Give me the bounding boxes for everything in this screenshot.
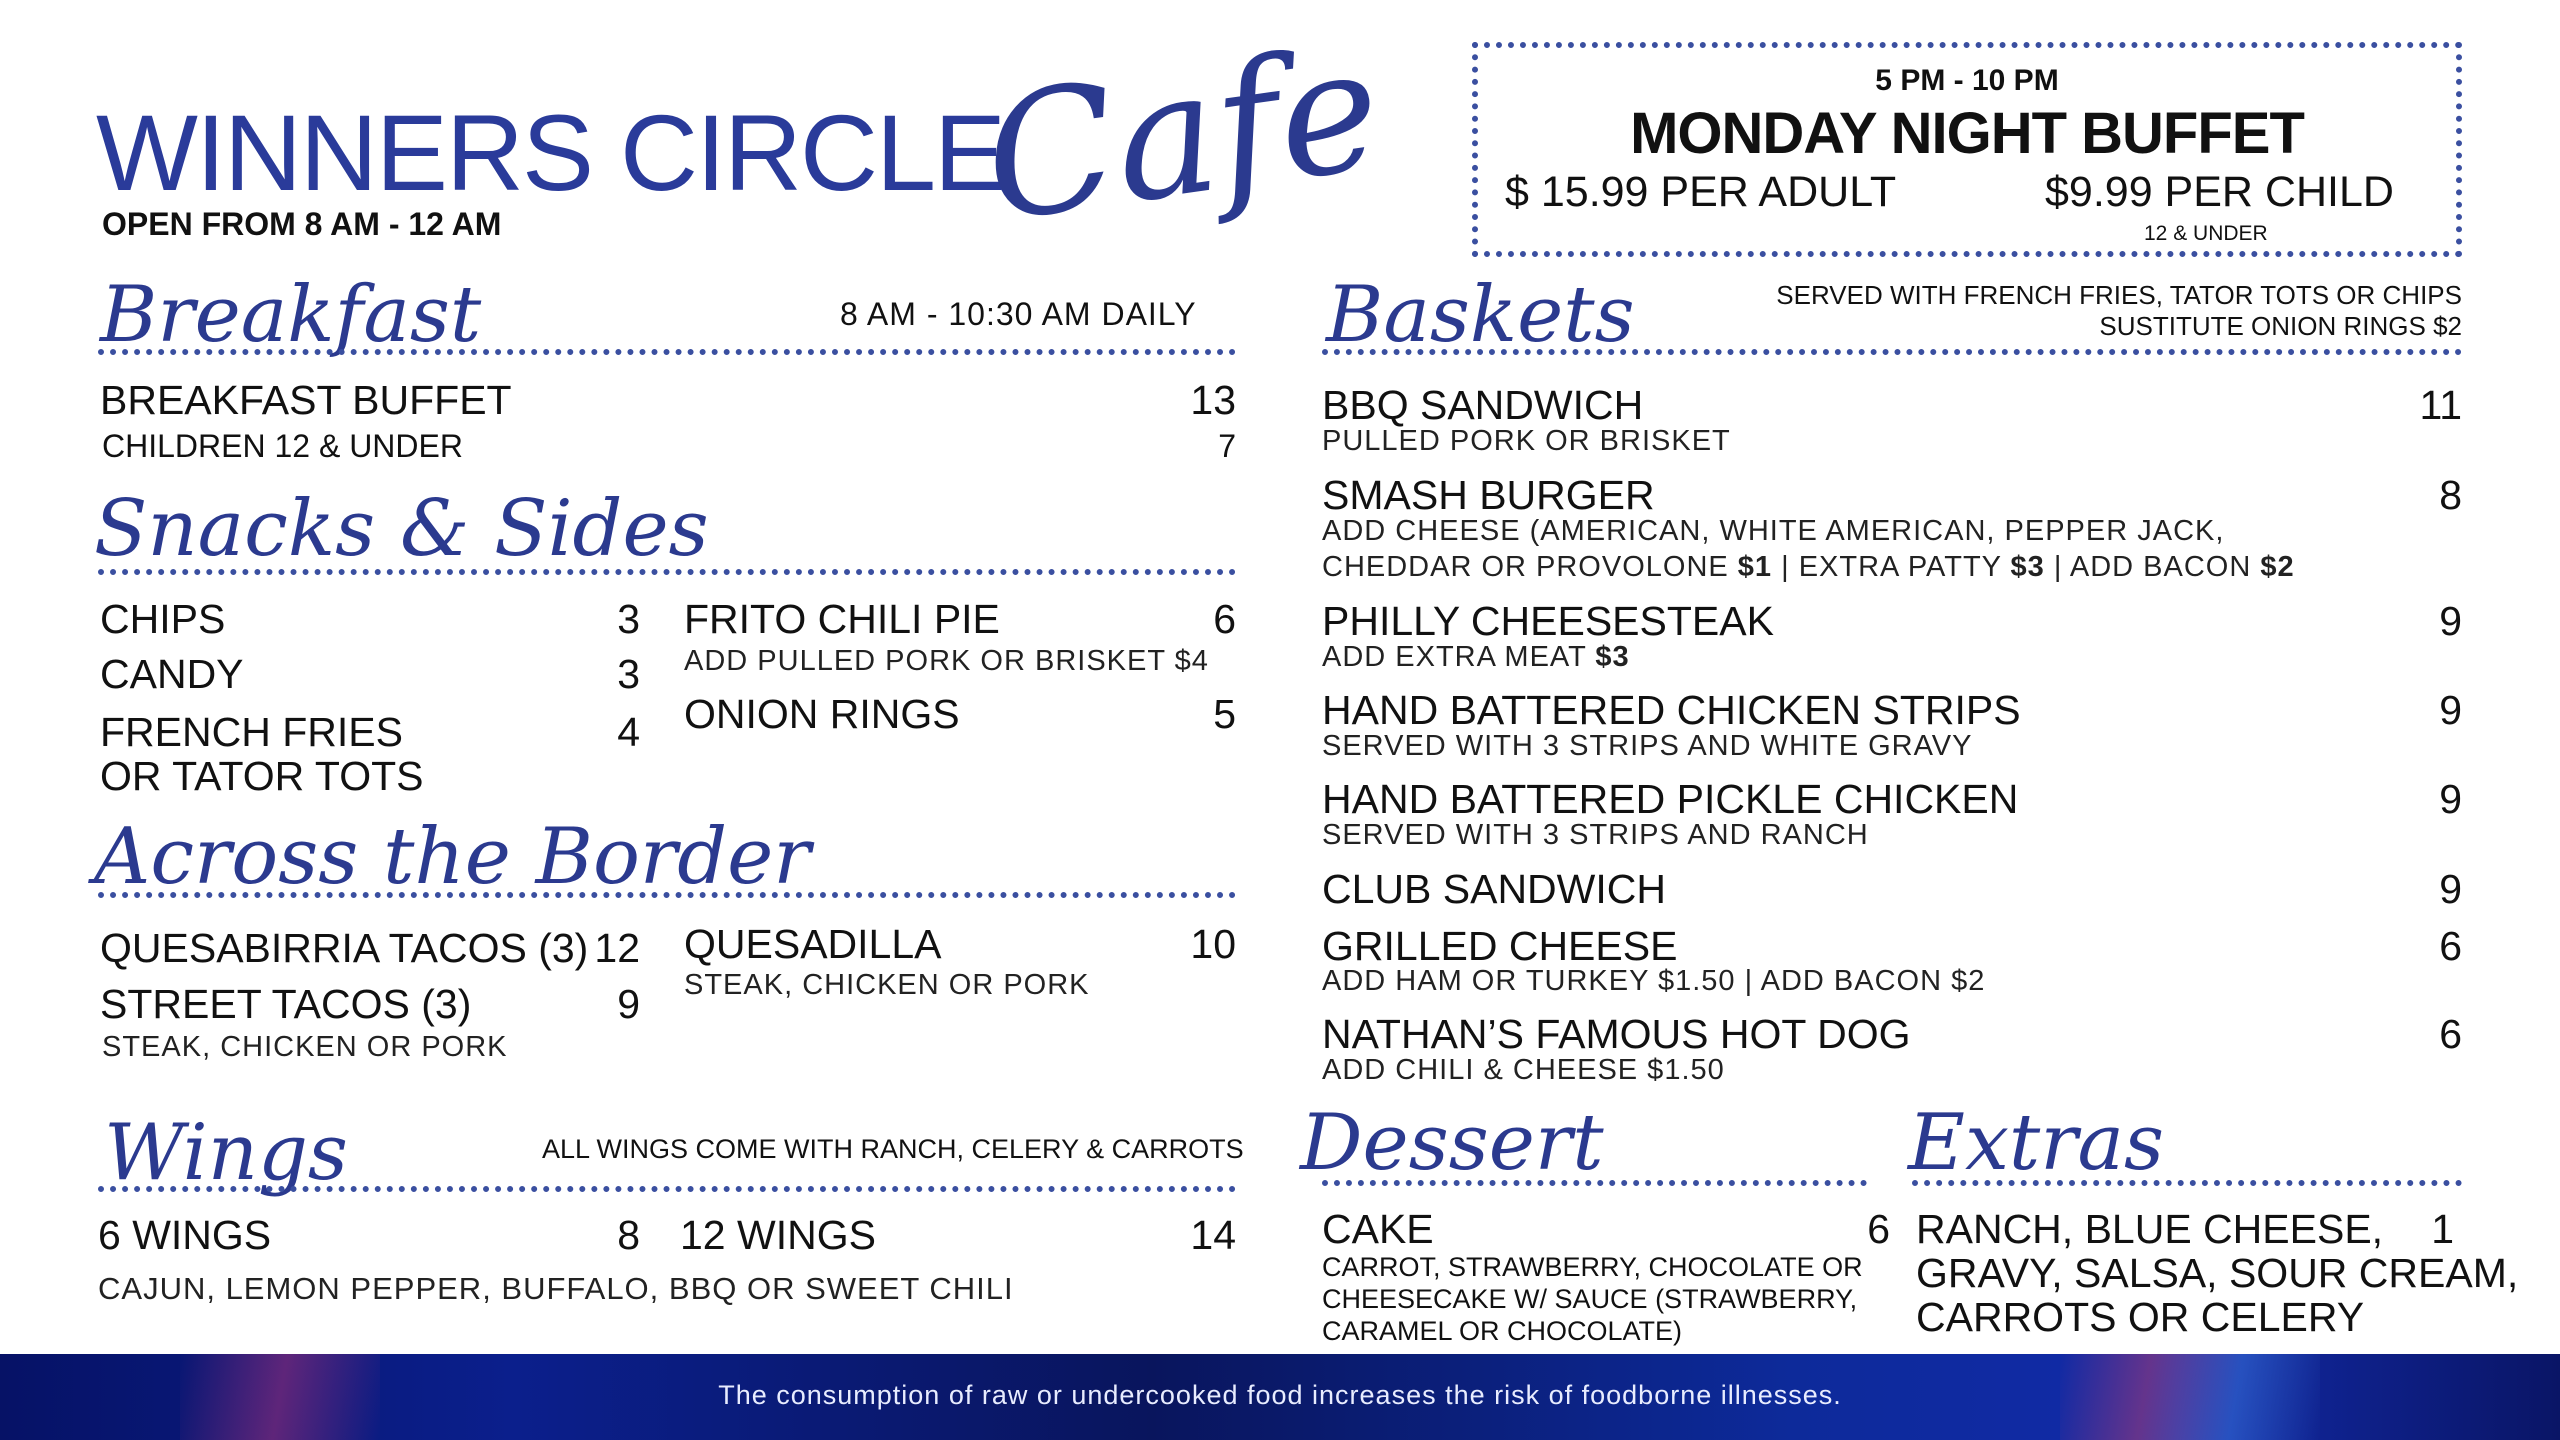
- breakfast-hours: 8 AM - 10:30 AM DAILY: [840, 296, 1197, 332]
- grilled-cheese-name: GRILLED CHEESE: [1322, 923, 1678, 969]
- cake-desc-2: CHEESECAKE W/ SAUCE (STRAWBERRY,: [1322, 1284, 1858, 1314]
- candy-name: CANDY: [100, 651, 244, 697]
- cake-name: CAKE: [1322, 1206, 1434, 1252]
- cake-desc-1: CARROT, STRAWBERRY, CHOCOLATE OR: [1322, 1252, 1863, 1282]
- snacks-divider: [98, 569, 1236, 575]
- quesadilla-name: QUESADILLA: [684, 921, 942, 967]
- buffet-time: 5 PM - 10 PM: [1875, 64, 2059, 97]
- 12-wings-price: 14: [1190, 1212, 1236, 1258]
- extras-line-2: GRAVY, SALSA, SOUR CREAM,: [1916, 1250, 2519, 1296]
- open-hours: OPEN FROM 8 AM - 12 AM: [102, 206, 502, 242]
- chips-name: CHIPS: [100, 596, 226, 642]
- club-sandwich-price: 9: [2439, 866, 2462, 912]
- baskets-heading: Baskets: [1326, 270, 1635, 360]
- grilled-cheese-price: 6: [2439, 923, 2462, 969]
- chips-price: 3: [617, 596, 640, 642]
- quesadilla-price: 10: [1190, 921, 1236, 967]
- breakfast-buffet-price: 13: [1190, 377, 1236, 423]
- bbq-sandwich-price: 11: [2419, 382, 2462, 428]
- fries-price: 4: [617, 709, 640, 755]
- breakfast-divider: [98, 349, 1236, 355]
- chicken-strips-desc: SERVED WITH 3 STRIPS AND WHITE GRAVY: [1322, 730, 1973, 762]
- cake-price: 6: [1867, 1206, 1890, 1252]
- snacks-heading: Snacks & Sides: [94, 484, 709, 574]
- cafe-script-title: Cafe: [973, 9, 1392, 261]
- hot-dog-desc: ADD CHILI & CHEESE $1.50: [1322, 1054, 1725, 1086]
- extras-heading: Extras: [1908, 1098, 2165, 1188]
- frito-name: FRITO CHILI PIE: [684, 596, 1000, 642]
- chicken-strips-name: HAND BATTERED CHICKEN STRIPS: [1322, 687, 2021, 733]
- extras-divider: [1912, 1180, 2462, 1186]
- fries-name: FRENCH FRIES: [100, 709, 403, 755]
- frito-price: 6: [1213, 596, 1236, 642]
- extras-line-3: CARROTS OR CELERY: [1916, 1294, 2365, 1340]
- border-heading: Across the Border: [94, 812, 811, 902]
- dessert-heading: Dessert: [1300, 1098, 1604, 1188]
- bbq-sandwich-name: BBQ SANDWICH: [1322, 382, 1644, 428]
- onion-rings-name: ONION RINGS: [684, 691, 960, 737]
- philly-price: 9: [2439, 598, 2462, 644]
- quesabirria-price: 12: [594, 925, 640, 971]
- buffet-adult-price: $ 15.99 PER ADULT: [1505, 168, 1897, 216]
- extras-line-1: RANCH, BLUE CHEESE,: [1916, 1206, 2384, 1252]
- buffet-child-price: $9.99 PER CHILD: [2045, 168, 2394, 216]
- pickle-chicken-price: 9: [2439, 776, 2462, 822]
- pickle-chicken-name: HAND BATTERED PICKLE CHICKEN: [1322, 776, 2019, 822]
- breakfast-heading: Breakfast: [100, 270, 482, 360]
- children-name: CHILDREN 12 & UNDER: [102, 428, 463, 464]
- quesabirria-name: QUESABIRRIA TACOS (3): [100, 925, 589, 971]
- breakfast-buffet-name: BREAKFAST BUFFET: [100, 377, 512, 423]
- buffet-child-note: 12 & UNDER: [2144, 222, 2268, 245]
- philly-desc: ADD EXTRA MEAT $3: [1322, 641, 1630, 673]
- street-tacos-price: 9: [617, 981, 640, 1027]
- footer-disclaimer: The consumption of raw or undercooked food increases the risk of foodborne illnesses.: [718, 1380, 1842, 1410]
- baskets-divider: [1322, 349, 2462, 355]
- candy-price: 3: [617, 651, 640, 697]
- smash-burger-desc: ADD CHEESE (AMERICAN, WHITE AMERICAN, PEPPER JACK,: [1322, 515, 2225, 547]
- pickle-chicken-desc: SERVED WITH 3 STRIPS AND RANCH: [1322, 819, 1869, 851]
- baskets-note-2: SUSTITUTE ONION RINGS $2: [2099, 311, 2462, 341]
- wings-divider: [98, 1186, 1236, 1192]
- restaurant-title: WINNERS CIRCLE: [96, 92, 1005, 213]
- hot-dog-price: 6: [2439, 1011, 2462, 1057]
- dessert-divider: [1322, 1180, 1867, 1186]
- children-price: 7: [1218, 428, 1236, 464]
- buffet-title: MONDAY NIGHT BUFFET: [1630, 101, 2304, 166]
- street-tacos-desc: STEAK, CHICKEN OR PORK: [102, 1031, 508, 1063]
- 6-wings-price: 8: [617, 1212, 640, 1258]
- onion-rings-price: 5: [1213, 691, 1236, 737]
- extras-price: 1: [2431, 1206, 2454, 1252]
- philly-name: PHILLY CHEESESTEAK: [1322, 598, 1774, 644]
- frito-desc: ADD PULLED PORK OR BRISKET $4: [684, 645, 1209, 677]
- smash-burger-desc-2: CHEDDAR OR PROVOLONE $1 | EXTRA PATTY $3 | ADD BACON $2: [1322, 551, 2295, 583]
- baskets-note-1: SERVED WITH FRENCH FRIES, TATOR TOTS OR CHIPS: [1776, 280, 2462, 310]
- wings-heading: Wings: [104, 1108, 348, 1198]
- grilled-cheese-desc: ADD HAM OR TURKEY $1.50 | ADD BACON $2: [1322, 965, 1986, 997]
- 12-wings-name: 12 WINGS: [680, 1212, 876, 1258]
- street-tacos-name: STREET TACOS (3): [100, 981, 472, 1027]
- wings-flavors: CAJUN, LEMON PEPPER, BUFFALO, BBQ OR SWEET CHILI: [98, 1271, 1014, 1306]
- bbq-sandwich-desc: PULLED PORK OR BRISKET: [1322, 425, 1731, 457]
- border-divider: [98, 892, 1236, 898]
- smash-burger-price: 8: [2439, 472, 2462, 518]
- quesadilla-desc: STEAK, CHICKEN OR PORK: [684, 969, 1090, 1001]
- cake-desc-3: CARAMEL OR CHOCOLATE): [1322, 1316, 1683, 1346]
- smash-burger-name: SMASH BURGER: [1322, 472, 1655, 518]
- club-sandwich-name: CLUB SANDWICH: [1322, 866, 1666, 912]
- hot-dog-name: NATHAN’S FAMOUS HOT DOG: [1322, 1011, 1911, 1057]
- chicken-strips-price: 9: [2439, 687, 2462, 733]
- 6-wings-name: 6 WINGS: [98, 1212, 272, 1258]
- fries-name-2: OR TATOR TOTS: [100, 753, 424, 799]
- wings-note: ALL WINGS COME WITH RANCH, CELERY & CARROTS: [542, 1134, 1244, 1164]
